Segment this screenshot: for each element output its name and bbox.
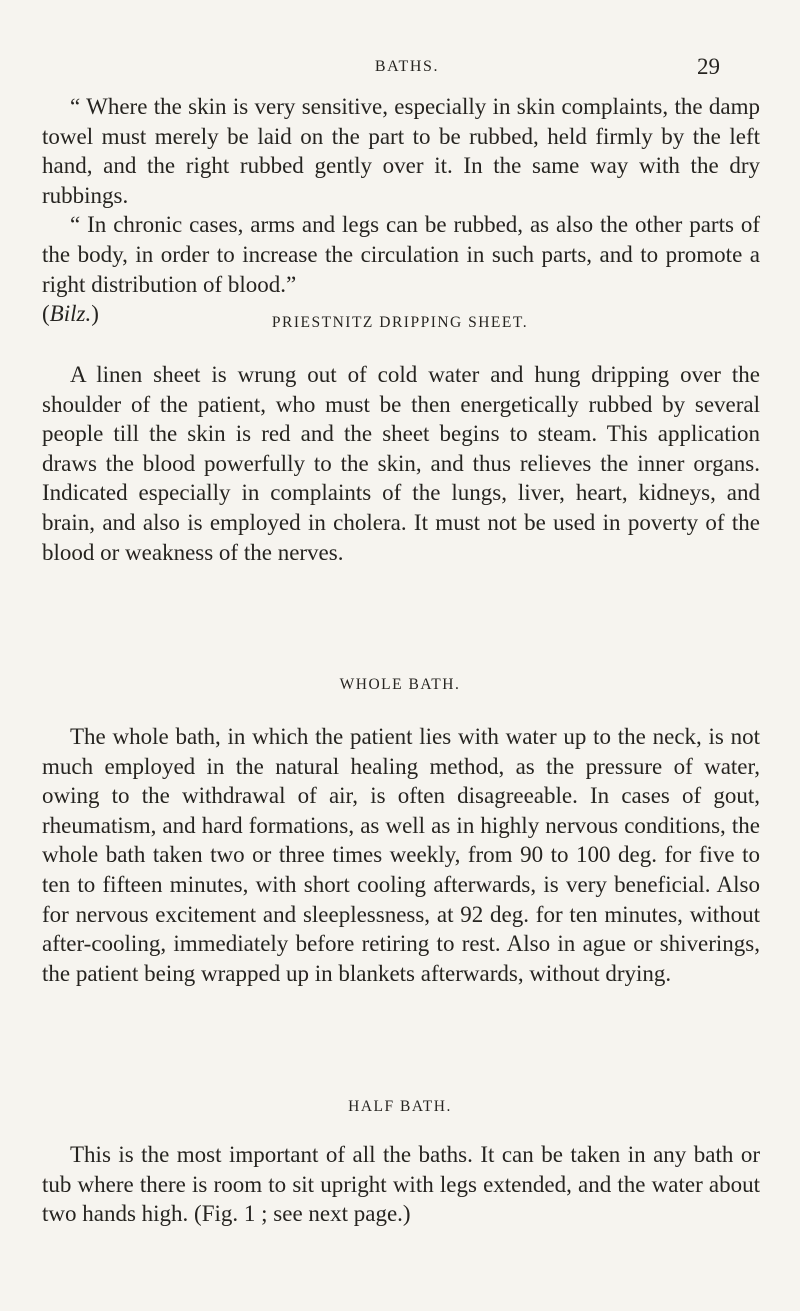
whole-bath-paragraph: The whole bath, in which the patient lies with water up to the neck, is not much employed in the natural healing method, as the pressure of water, owing to the withdrawal of air, is often disagreeable. In cases of gout, rheumatism, and hard formations, as well as in highly nervous conditions, the whole bath taken two or three times weekly, from 90 to 100 deg. for five to ten to fifteen minutes, with short cooling afterwards, is very beneficial. Also for nervous excitement and sleeplessness, at 92 deg. for ten minutes, without after-cooling, immediately before retiring to rest. Also in ague or shiverings, the patient being wrapped up in blankets afterwards, without drying.	[42, 724, 760, 986]
intro-paragraph-1: “ Where the skin is very sensitive, especially in skin complaints, the damp towel must merely be laid on the part to be rubbed, held firmly by the left hand, and the right rubbed gently over it. In the same way with the dry rubbings.	[42, 94, 760, 208]
citation-close: )	[91, 301, 99, 327]
citation-open: (	[42, 301, 50, 327]
running-title: BATHS.	[374, 58, 440, 75]
section-half-bath	[42, 1140, 760, 1229]
citation-author: Bilz.	[49, 301, 92, 327]
running-head	[0, 54, 800, 84]
priestnitz-paragraph: A linen sheet is wrung out of cold water and hung dripping over the shoulder of the patient, who must be then energetically rubbed by several people till the skin is red and the sheet begins to steam. This application draws the blood powerfully to the skin, and thus relieves the inner organs. Indicated especially in complaints of the lungs, liver, heart, kidneys, and brain, and also is employed in cholera. It must not be used in poverty of the blood or weakness of the nerves.	[42, 362, 760, 565]
intro-quote	[42, 92, 760, 329]
heading-whole-bath: WHOLE BATH.	[339, 676, 461, 693]
page-number: 29	[697, 54, 720, 79]
half-bath-paragraph: This is the most important of all the baths. It can be taken in any bath or tub where there is room to sit upright with legs extended, and the water about two hands high. (Fig. 1 ; see next page.)	[42, 1142, 760, 1227]
heading-half-bath: HALF BATH.	[348, 1098, 452, 1115]
intro-paragraph-2: “ In chronic cases, arms and legs can be rubbed, as also the other parts of the body, in order to increase the circulation in such parts, and to promote a right distribution of blood.”	[42, 212, 760, 297]
section-priestnitz	[42, 360, 760, 567]
section-whole-bath	[42, 722, 760, 988]
heading-priestnitz: PRIESTNITZ DRIPPING SHEET.	[271, 314, 529, 331]
